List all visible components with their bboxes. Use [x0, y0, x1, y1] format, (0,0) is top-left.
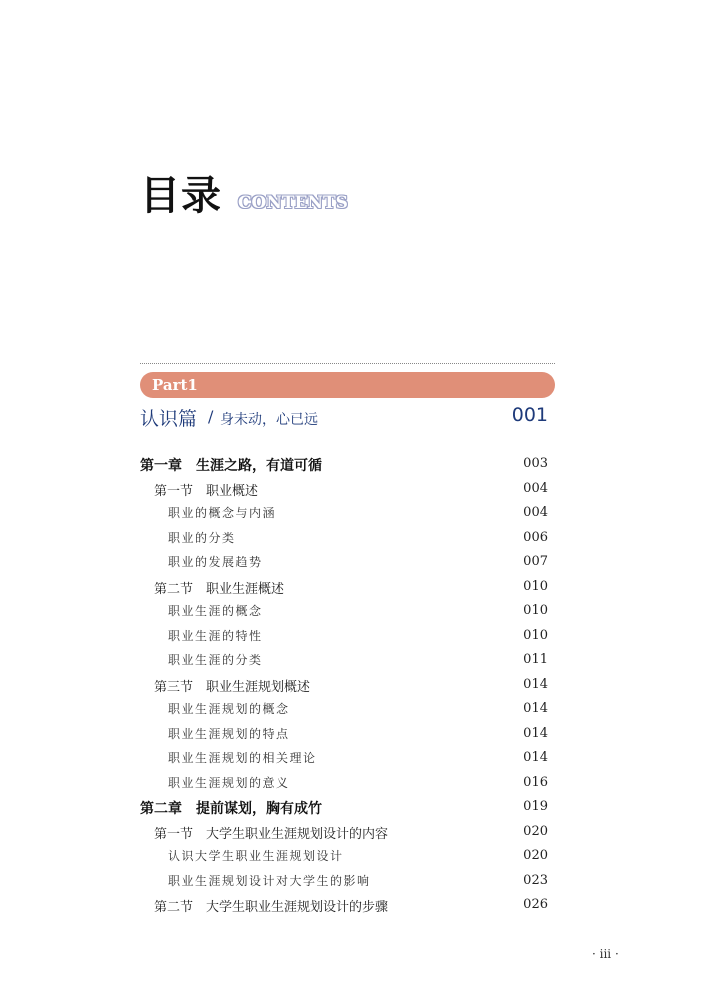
toc-entry-page: 014	[523, 725, 548, 741]
toc-subsection[interactable]	[140, 697, 550, 722]
toc-entry-page: 019	[523, 799, 548, 814]
toc-chapter[interactable]	[140, 452, 550, 477]
toc-entry-title: 职业生涯规划的特点	[168, 726, 290, 741]
part-label: Part1	[152, 376, 198, 394]
toc-section[interactable]	[140, 673, 550, 698]
part-subtitle: 身未动，心已远	[220, 412, 318, 428]
toc-entry-page: 010	[523, 627, 548, 643]
toc-entry-title: 第一章 生涯之路，有道可循	[140, 458, 322, 474]
toc-entry-page: 020	[523, 848, 548, 863]
page-folio: · iii ·	[592, 947, 619, 961]
toc-subsection[interactable]	[140, 526, 550, 551]
toc-subsection[interactable]	[140, 501, 550, 526]
part-heading[interactable]	[140, 404, 550, 430]
page-title: 目录	[140, 173, 222, 219]
toc-entry-page: 007	[523, 554, 548, 569]
toc-entry-page: 014	[523, 701, 548, 716]
toc-entry-title: 职业生涯规划的相关理论	[168, 751, 317, 765]
toc-entry-title: 第二节 职业生涯概述	[154, 581, 285, 597]
toc-subsection[interactable]	[140, 746, 550, 771]
toc-entry-title: 职业生涯的概念	[168, 604, 263, 618]
toc-section[interactable]	[140, 477, 550, 502]
toc-entry-page: 014	[523, 750, 548, 765]
toc-entry-title: 第一节 职业概述	[154, 483, 259, 499]
part-title: 认识篇	[140, 408, 198, 430]
toc-entry-title: 第一节 大学生职业生涯规划设计的内容	[154, 826, 389, 842]
toc-entry-page: 004	[523, 480, 548, 496]
toc-entry-page: 023	[523, 872, 548, 888]
toc-entry-page: 003	[523, 456, 548, 471]
toc-chapter[interactable]	[140, 795, 550, 820]
toc-entry-title: 职业生涯规划设计对大学生的影响	[168, 873, 371, 888]
toc-entry-title: 职业生涯规划的概念	[168, 702, 290, 716]
toc-entry-page: 026	[523, 897, 548, 912]
toc-entry-title: 第二节 大学生职业生涯规划设计的步骤	[154, 900, 389, 915]
part-page-number: 001	[511, 404, 548, 426]
toc-entry-page: 020	[523, 823, 548, 839]
toc-entry-page: 011	[523, 652, 548, 667]
toc-subsection[interactable]	[140, 599, 550, 624]
toc-entry-title: 职业的概念与内涵	[168, 506, 277, 520]
toc-subsection[interactable]	[140, 550, 550, 575]
toc-entry-title: 职业生涯的特性	[168, 628, 263, 643]
page-title-english: CONTENTS	[238, 193, 348, 213]
toc-entry-page: 016	[523, 774, 548, 790]
toc-entry-page: 014	[523, 676, 548, 692]
toc-subsection[interactable]	[140, 869, 550, 894]
toc-entry-page: 006	[523, 529, 548, 545]
toc-entry-title: 职业生涯的分类	[168, 653, 263, 667]
contents-heading	[140, 173, 348, 219]
dotted-divider	[140, 363, 555, 364]
part-banner	[140, 372, 555, 398]
toc-entry-title: 职业生涯规划的意义	[168, 775, 290, 790]
toc-entry-page: 010	[523, 578, 548, 594]
toc-entry-title: 第三节 职业生涯规划概述	[154, 679, 311, 695]
toc-entry-page: 004	[523, 505, 548, 520]
toc-subsection[interactable]	[140, 722, 550, 747]
toc-subsection[interactable]	[140, 648, 550, 673]
toc-entry-page: 010	[523, 603, 548, 618]
toc-entry-title: 认识大学生职业生涯规划设计	[168, 849, 344, 863]
toc-section[interactable]	[140, 575, 550, 600]
toc-entry-title: 职业的发展趋势	[168, 555, 263, 569]
toc-subsection[interactable]	[140, 844, 550, 869]
toc-section[interactable]	[140, 820, 550, 845]
toc-subsection[interactable]	[140, 771, 550, 796]
table-of-contents	[140, 452, 550, 918]
part-separator: /	[208, 407, 214, 426]
toc-entry-title: 职业的分类	[168, 530, 236, 545]
toc-section[interactable]	[140, 893, 550, 918]
toc-subsection[interactable]	[140, 624, 550, 649]
toc-entry-title: 第二章 提前谋划，胸有成竹	[140, 801, 322, 817]
